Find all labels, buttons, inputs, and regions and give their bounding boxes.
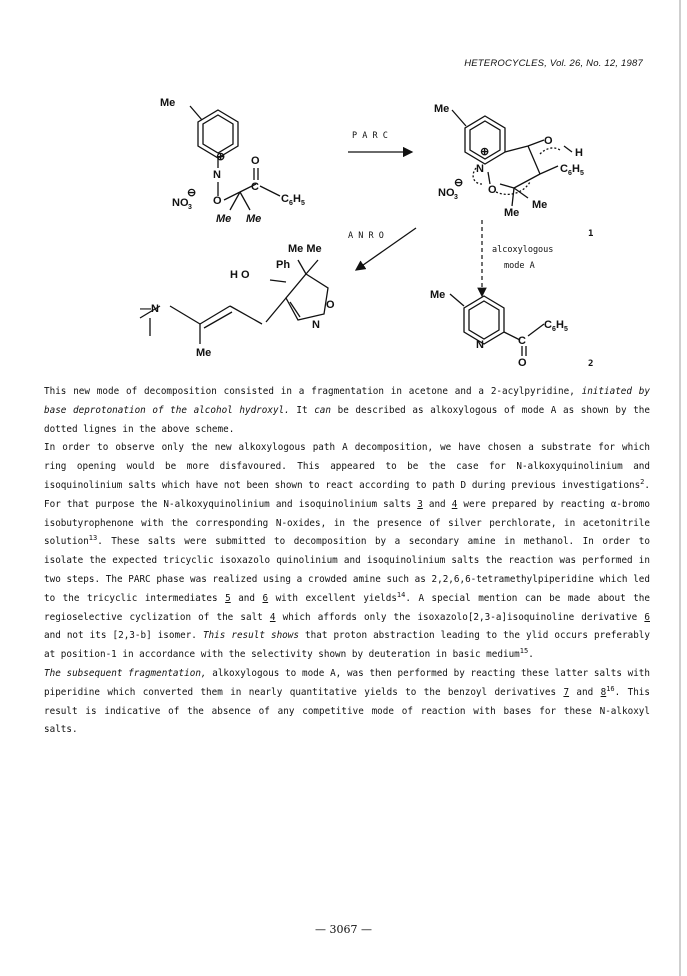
page-number: — 3067 —	[315, 923, 372, 936]
page-edge-rule	[679, 0, 681, 976]
subscript-5: 5	[564, 326, 568, 333]
atom-o: O	[213, 195, 222, 207]
reference-marker: 16	[606, 684, 615, 693]
atom-me: Me	[532, 199, 548, 211]
atom-ph: Ph	[276, 259, 291, 271]
charge-minus: ⊖	[454, 177, 464, 189]
atom-me: Me	[430, 289, 446, 301]
compound-ref: 6	[262, 592, 269, 604]
nitrate-label: NO	[172, 197, 189, 209]
atom-o: O	[488, 184, 497, 196]
atom-n: N	[476, 339, 484, 351]
compound-ref: 8	[600, 686, 607, 698]
paragraph: In order to observe only the new alkoxylogous path A decomposition, we have chosen a substrate for which ring opening would be more disfavoured. This appeared to be the case for N-alkoxyquinolinium and isoquinolinium salts which have not been shown to react according to path D during previous investigations$^2$. For that purpose the N-alkoxyquinolinium and isoquinolinium salts 3 and 4 were prepared by reacting α-bromo isobutyrophenone with the corresponding N-oxides, in the presence of silver perchlorate, in acetonitrile solution$^{13}$. These salts were submitted to decomposition by a secondary amine in methanol. In order to isolate the expected tricyclic isoxazolo quinolinium and isoquinolinium salts the reaction was performed in two steps. The PARC phase was realized using a crowded amine such as 2,2,6,6-tetramethylpiperidine which led to the tricyclic intermediates 5 and 6 with excellent yields$^{14}$. A special mention can be made about the regioselective cyclization of the salt 4 which affords only the isoxazolo[2,3-a]isoquinoline derivative 6 and not its [2,3-b] isomer. This result shows that proton abstraction leading to the ylid occurs preferably at position-1 in accordance with the selectivity shown by deuteration in basic medium$^{15}$.	[44, 442, 650, 661]
atom-c: C	[518, 335, 526, 347]
atom-me: Me	[216, 213, 232, 225]
subscript-5: 5	[301, 200, 305, 207]
gem-dimethyl-label: Me Me	[288, 243, 322, 255]
reference-marker: 15	[519, 647, 529, 656]
atom-n: N	[213, 169, 221, 181]
atom-me: Me	[196, 347, 212, 359]
atom-h5: H	[556, 319, 564, 331]
tricyclic-intermediate	[452, 110, 572, 206]
compound-ref: 6	[644, 611, 650, 623]
atom-o: O	[518, 357, 527, 369]
compound-ref: 5	[225, 592, 231, 604]
subscript-6: 6	[289, 200, 293, 207]
compound-number-1: 1	[588, 229, 594, 239]
atom-h: H	[575, 147, 583, 159]
anro-label: A N R O	[348, 231, 384, 241]
atom-h5: H	[572, 163, 580, 175]
reaction-scheme	[120, 92, 640, 370]
atom-me: Me	[504, 207, 520, 219]
charge-plus: ⊕	[480, 146, 490, 158]
nitrate-subscript: 3	[454, 194, 458, 201]
atom-c6: C	[560, 163, 568, 175]
atom-me: Me	[160, 97, 176, 109]
atom-n: N	[476, 163, 484, 175]
nitrate-subscript: 3	[188, 204, 192, 211]
compound-ref: 7	[563, 686, 570, 698]
path-label-mode-a: mode A	[504, 261, 535, 271]
charge-plus: ⊕	[216, 151, 226, 163]
atom-ho: H O	[230, 269, 250, 281]
atom-n: N	[312, 319, 320, 331]
atom-c6: C	[544, 319, 552, 331]
subscript-6: 6	[568, 170, 572, 177]
parc-label: P A R C	[352, 131, 388, 141]
atom-c6: C	[281, 193, 289, 205]
atom-c: C	[251, 181, 259, 193]
reference-marker: 2	[640, 477, 645, 486]
atom-me: Me	[246, 213, 262, 225]
charge-minus: ⊖	[187, 187, 197, 199]
acylpyridine-product	[450, 294, 544, 356]
paragraph: This new mode of decomposition consisted in a fragmentation in acetone and a 2-acylpyridine, initiated by base deprotonation of the alcohol hydroxyl. It can be described as alkoxylogous of mode A as shown by the dotted lignes in the above scheme.	[44, 386, 650, 435]
atom-me: Me	[434, 103, 450, 115]
compound-ref: 4	[451, 498, 458, 510]
paragraph: The subsequent fragmentation, alkoxylogous to mode A, was then performed by reacting these latter salts with piperidine which converted them in nearly quantitative yields to the benzoyl derivatives 7 and $8^{16}$. This result is indicative of the absence of any competitive mode of reaction with bases for these N-alkoxyl salts.	[44, 667, 650, 736]
running-head: HETEROCYCLES, Vol. 26, No. 12, 1987	[464, 58, 643, 69]
atom-o: O	[326, 299, 335, 311]
reference-marker: 14	[396, 590, 406, 599]
compound-ref: 3	[417, 498, 423, 510]
reference-marker: 13	[88, 534, 98, 543]
atom-o: O	[544, 135, 553, 147]
compound-ref: 4	[269, 611, 276, 623]
compound-number-2: 2	[588, 359, 594, 369]
path-label-alcoxylogous: alcoxylogous	[492, 245, 554, 255]
starting-pyridinium-salt	[190, 106, 280, 210]
atom-h5: H	[293, 193, 301, 205]
nitrate-label: NO	[438, 187, 455, 199]
atom-o: O	[251, 155, 260, 167]
subscript-6: 6	[552, 326, 556, 333]
amine-n-label: —N	[140, 303, 159, 315]
body-text	[44, 383, 650, 740]
subscript-5: 5	[580, 170, 584, 177]
